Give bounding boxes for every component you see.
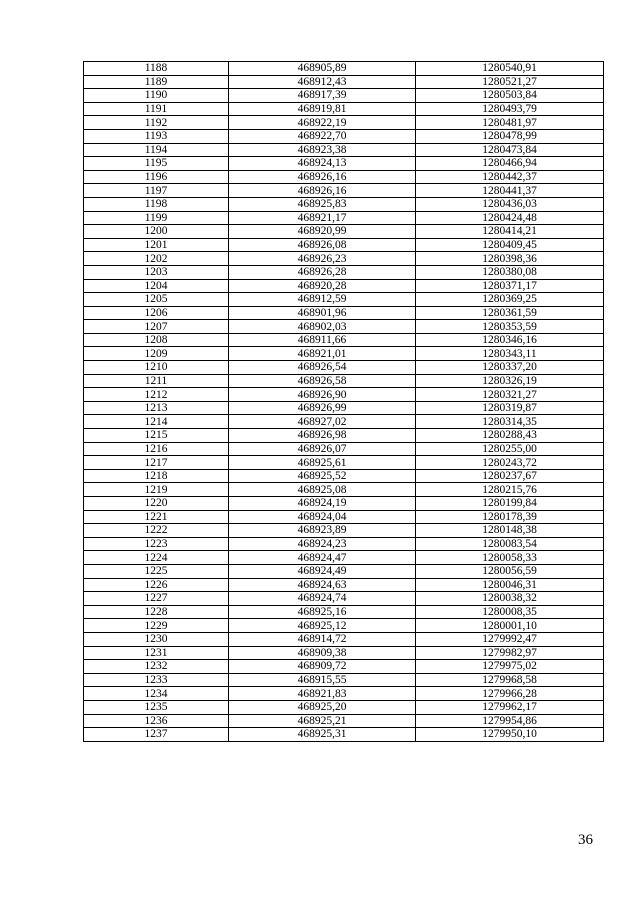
point-number-cell: 1234 xyxy=(84,687,229,701)
table-row xyxy=(84,728,604,742)
point-number-cell: 1236 xyxy=(84,714,229,728)
x-coordinate-cell: 468926,54 xyxy=(229,361,416,375)
point-number-cell: 1225 xyxy=(84,564,229,578)
y-coordinate-cell: 1279975,02 xyxy=(416,660,604,674)
x-coordinate-cell: 468925,16 xyxy=(229,605,416,619)
y-coordinate-cell: 1280046,31 xyxy=(416,578,604,592)
x-coordinate-cell: 468909,38 xyxy=(229,646,416,660)
x-coordinate-cell: 468919,81 xyxy=(229,102,416,116)
y-coordinate-cell: 1280215,76 xyxy=(416,483,604,497)
table-row xyxy=(84,551,604,565)
table-row xyxy=(84,306,604,320)
x-coordinate-cell: 468901,96 xyxy=(229,306,416,320)
table-row xyxy=(84,483,604,497)
y-coordinate-cell: 1280380,08 xyxy=(416,265,604,279)
point-number-cell: 1219 xyxy=(84,483,229,497)
table-row xyxy=(84,238,604,252)
x-coordinate-cell: 468923,89 xyxy=(229,524,416,538)
table-row xyxy=(84,252,604,266)
point-number-cell: 1200 xyxy=(84,225,229,239)
point-number-cell: 1229 xyxy=(84,619,229,633)
table-row xyxy=(84,510,604,524)
x-coordinate-cell: 468924,63 xyxy=(229,578,416,592)
x-coordinate-cell: 468905,89 xyxy=(229,62,416,76)
x-coordinate-cell: 468912,59 xyxy=(229,293,416,307)
point-number-cell: 1191 xyxy=(84,102,229,116)
y-coordinate-cell: 1279962,17 xyxy=(416,700,604,714)
x-coordinate-cell: 468915,55 xyxy=(229,673,416,687)
point-number-cell: 1189 xyxy=(84,75,229,89)
table-row xyxy=(84,415,604,429)
point-number-cell: 1230 xyxy=(84,632,229,646)
x-coordinate-cell: 468909,72 xyxy=(229,660,416,674)
x-coordinate-cell: 468926,16 xyxy=(229,184,416,198)
y-coordinate-cell: 1280369,25 xyxy=(416,293,604,307)
point-number-cell: 1215 xyxy=(84,429,229,443)
table-row xyxy=(84,116,604,130)
point-number-cell: 1188 xyxy=(84,62,229,76)
table-row xyxy=(84,388,604,402)
table-row xyxy=(84,619,604,633)
y-coordinate-cell: 1280001,10 xyxy=(416,619,604,633)
table-row xyxy=(84,469,604,483)
y-coordinate-cell: 1280409,45 xyxy=(416,238,604,252)
point-number-cell: 1194 xyxy=(84,143,229,157)
point-number-cell: 1205 xyxy=(84,293,229,307)
point-number-cell: 1231 xyxy=(84,646,229,660)
point-number-cell: 1218 xyxy=(84,469,229,483)
x-coordinate-cell: 468922,19 xyxy=(229,116,416,130)
x-coordinate-cell: 468920,99 xyxy=(229,225,416,239)
x-coordinate-cell: 468925,61 xyxy=(229,456,416,470)
y-coordinate-cell: 1280503,84 xyxy=(416,89,604,103)
table-row xyxy=(84,687,604,701)
point-number-cell: 1193 xyxy=(84,129,229,143)
y-coordinate-cell: 1280424,48 xyxy=(416,211,604,225)
y-coordinate-cell: 1280148,38 xyxy=(416,524,604,538)
y-coordinate-cell: 1280466,94 xyxy=(416,157,604,171)
point-number-cell: 1211 xyxy=(84,374,229,388)
table-row xyxy=(84,456,604,470)
y-coordinate-cell: 1280255,00 xyxy=(416,442,604,456)
table-row xyxy=(84,225,604,239)
x-coordinate-cell: 468925,31 xyxy=(229,728,416,742)
point-number-cell: 1204 xyxy=(84,279,229,293)
table-row xyxy=(84,129,604,143)
coordinates-table-body xyxy=(84,62,604,742)
x-coordinate-cell: 468925,12 xyxy=(229,619,416,633)
y-coordinate-cell: 1279968,58 xyxy=(416,673,604,687)
table-row xyxy=(84,632,604,646)
point-number-cell: 1192 xyxy=(84,116,229,130)
table-row xyxy=(84,170,604,184)
x-coordinate-cell: 468924,04 xyxy=(229,510,416,524)
x-coordinate-cell: 468926,16 xyxy=(229,170,416,184)
y-coordinate-cell: 1280058,33 xyxy=(416,551,604,565)
table-row xyxy=(84,592,604,606)
x-coordinate-cell: 468925,52 xyxy=(229,469,416,483)
y-coordinate-cell: 1280361,59 xyxy=(416,306,604,320)
y-coordinate-cell: 1280056,59 xyxy=(416,564,604,578)
y-coordinate-cell: 1280442,37 xyxy=(416,170,604,184)
point-number-cell: 1196 xyxy=(84,170,229,184)
point-number-cell: 1199 xyxy=(84,211,229,225)
point-number-cell: 1203 xyxy=(84,265,229,279)
point-number-cell: 1228 xyxy=(84,605,229,619)
point-number-cell: 1206 xyxy=(84,306,229,320)
point-number-cell: 1221 xyxy=(84,510,229,524)
point-number-cell: 1235 xyxy=(84,700,229,714)
point-number-cell: 1213 xyxy=(84,401,229,415)
point-number-cell: 1223 xyxy=(84,537,229,551)
x-coordinate-cell: 468926,07 xyxy=(229,442,416,456)
table-row xyxy=(84,320,604,334)
table-row xyxy=(84,401,604,415)
coordinates-table xyxy=(83,61,604,742)
y-coordinate-cell: 1280346,16 xyxy=(416,333,604,347)
y-coordinate-cell: 1279950,10 xyxy=(416,728,604,742)
point-number-cell: 1217 xyxy=(84,456,229,470)
table-row xyxy=(84,442,604,456)
y-coordinate-cell: 1280337,20 xyxy=(416,361,604,375)
y-coordinate-cell: 1280398,36 xyxy=(416,252,604,266)
table-row xyxy=(84,102,604,116)
table-row xyxy=(84,75,604,89)
y-coordinate-cell: 1280493,79 xyxy=(416,102,604,116)
point-number-cell: 1233 xyxy=(84,673,229,687)
x-coordinate-cell: 468924,19 xyxy=(229,497,416,511)
table-row xyxy=(84,347,604,361)
y-coordinate-cell: 1280371,17 xyxy=(416,279,604,293)
point-number-cell: 1207 xyxy=(84,320,229,334)
point-number-cell: 1209 xyxy=(84,347,229,361)
y-coordinate-cell: 1279954,86 xyxy=(416,714,604,728)
point-number-cell: 1220 xyxy=(84,497,229,511)
x-coordinate-cell: 468911,66 xyxy=(229,333,416,347)
x-coordinate-cell: 468902,03 xyxy=(229,320,416,334)
table-row xyxy=(84,605,604,619)
x-coordinate-cell: 468917,39 xyxy=(229,89,416,103)
table-row xyxy=(84,157,604,171)
point-number-cell: 1216 xyxy=(84,442,229,456)
x-coordinate-cell: 468926,08 xyxy=(229,238,416,252)
x-coordinate-cell: 468921,01 xyxy=(229,347,416,361)
point-number-cell: 1198 xyxy=(84,197,229,211)
y-coordinate-cell: 1280326,19 xyxy=(416,374,604,388)
point-number-cell: 1232 xyxy=(84,660,229,674)
point-number-cell: 1197 xyxy=(84,184,229,198)
table-row xyxy=(84,265,604,279)
table-row xyxy=(84,89,604,103)
x-coordinate-cell: 468924,47 xyxy=(229,551,416,565)
y-coordinate-cell: 1280521,27 xyxy=(416,75,604,89)
point-number-cell: 1208 xyxy=(84,333,229,347)
x-coordinate-cell: 468912,43 xyxy=(229,75,416,89)
x-coordinate-cell: 468926,28 xyxy=(229,265,416,279)
table-row xyxy=(84,537,604,551)
x-coordinate-cell: 468925,21 xyxy=(229,714,416,728)
table-row xyxy=(84,197,604,211)
x-coordinate-cell: 468926,90 xyxy=(229,388,416,402)
table-row xyxy=(84,578,604,592)
x-coordinate-cell: 468926,58 xyxy=(229,374,416,388)
x-coordinate-cell: 468922,70 xyxy=(229,129,416,143)
table-row xyxy=(84,714,604,728)
table-row xyxy=(84,429,604,443)
y-coordinate-cell: 1280441,37 xyxy=(416,184,604,198)
y-coordinate-cell: 1279982,97 xyxy=(416,646,604,660)
y-coordinate-cell: 1280436,03 xyxy=(416,197,604,211)
table-row xyxy=(84,374,604,388)
y-coordinate-cell: 1280353,59 xyxy=(416,320,604,334)
x-coordinate-cell: 468925,20 xyxy=(229,700,416,714)
y-coordinate-cell: 1280343,11 xyxy=(416,347,604,361)
x-coordinate-cell: 468926,99 xyxy=(229,401,416,415)
table-row xyxy=(84,333,604,347)
table-row xyxy=(84,660,604,674)
y-coordinate-cell: 1280178,39 xyxy=(416,510,604,524)
point-number-cell: 1237 xyxy=(84,728,229,742)
y-coordinate-cell: 1280319,87 xyxy=(416,401,604,415)
point-number-cell: 1210 xyxy=(84,361,229,375)
y-coordinate-cell: 1280038,32 xyxy=(416,592,604,606)
x-coordinate-cell: 468925,08 xyxy=(229,483,416,497)
x-coordinate-cell: 468927,02 xyxy=(229,415,416,429)
y-coordinate-cell: 1279992,47 xyxy=(416,632,604,646)
table-row xyxy=(84,564,604,578)
x-coordinate-cell: 468921,17 xyxy=(229,211,416,225)
table-row xyxy=(84,646,604,660)
point-number-cell: 1224 xyxy=(84,551,229,565)
x-coordinate-cell: 468924,23 xyxy=(229,537,416,551)
y-coordinate-cell: 1280199,84 xyxy=(416,497,604,511)
y-coordinate-cell: 1280083,54 xyxy=(416,537,604,551)
table-row xyxy=(84,184,604,198)
y-coordinate-cell: 1280288,43 xyxy=(416,429,604,443)
point-number-cell: 1212 xyxy=(84,388,229,402)
table-row xyxy=(84,279,604,293)
x-coordinate-cell: 468921,83 xyxy=(229,687,416,701)
point-number-cell: 1227 xyxy=(84,592,229,606)
y-coordinate-cell: 1280237,67 xyxy=(416,469,604,483)
table-row xyxy=(84,361,604,375)
point-number-cell: 1226 xyxy=(84,578,229,592)
y-coordinate-cell: 1280540,91 xyxy=(416,62,604,76)
table-row xyxy=(84,673,604,687)
y-coordinate-cell: 1280008,35 xyxy=(416,605,604,619)
y-coordinate-cell: 1280478,99 xyxy=(416,129,604,143)
point-number-cell: 1214 xyxy=(84,415,229,429)
y-coordinate-cell: 1279966,28 xyxy=(416,687,604,701)
point-number-cell: 1190 xyxy=(84,89,229,103)
point-number-cell: 1222 xyxy=(84,524,229,538)
table-row xyxy=(84,293,604,307)
y-coordinate-cell: 1280481,97 xyxy=(416,116,604,130)
y-coordinate-cell: 1280414,21 xyxy=(416,225,604,239)
table-row xyxy=(84,143,604,157)
x-coordinate-cell: 468925,83 xyxy=(229,197,416,211)
point-number-cell: 1201 xyxy=(84,238,229,252)
x-coordinate-cell: 468926,98 xyxy=(229,429,416,443)
table-row xyxy=(84,497,604,511)
table-row xyxy=(84,211,604,225)
table-row xyxy=(84,524,604,538)
point-number-cell: 1202 xyxy=(84,252,229,266)
y-coordinate-cell: 1280321,27 xyxy=(416,388,604,402)
y-coordinate-cell: 1280314,35 xyxy=(416,415,604,429)
point-number-cell: 1195 xyxy=(84,157,229,171)
x-coordinate-cell: 468914,72 xyxy=(229,632,416,646)
table-row xyxy=(84,700,604,714)
x-coordinate-cell: 468923,38 xyxy=(229,143,416,157)
x-coordinate-cell: 468924,13 xyxy=(229,157,416,171)
y-coordinate-cell: 1280473,84 xyxy=(416,143,604,157)
table-row xyxy=(84,62,604,76)
x-coordinate-cell: 468924,49 xyxy=(229,564,416,578)
x-coordinate-cell: 468926,23 xyxy=(229,252,416,266)
page-number: 36 xyxy=(578,832,593,848)
x-coordinate-cell: 468924,74 xyxy=(229,592,416,606)
y-coordinate-cell: 1280243,72 xyxy=(416,456,604,470)
x-coordinate-cell: 468920,28 xyxy=(229,279,416,293)
